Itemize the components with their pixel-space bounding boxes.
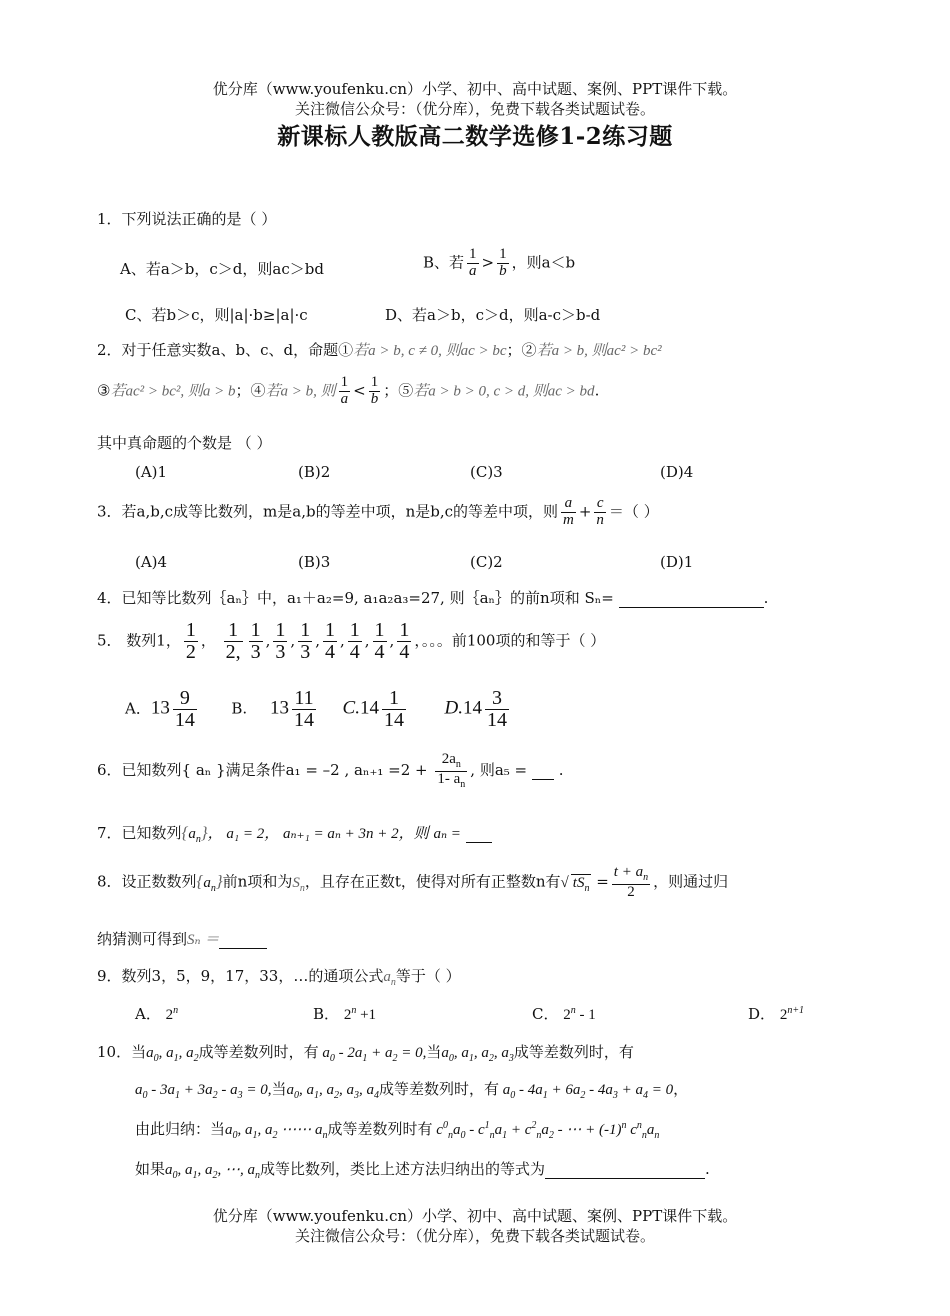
q10-end: . (705, 1160, 710, 1178)
q2-question: 其中真命题的个数是 （ ） (97, 434, 272, 452)
q9-option-b: B． $2^n +1$ (313, 1005, 377, 1023)
q4-text: 4．已知等比数列｛aₙ｝中，a₁＋a₂=9, a₁a₂a₃=27, 则｛aₙ｝的前n项和 Sₙ= (97, 589, 614, 607)
q9-option-a: A． 2$^n$ (135, 1005, 179, 1023)
q10-line2: $a_0 - 3a_1 + 3a_2 - a_3 = 0$,当$a_0$, $a_1$, $a_2$, $a_3$, $a_4$成等差数列时，有 $a_0 - 4a_1 + 6a_2 - 4a_3 + a_4 = 0$， (135, 1080, 689, 1101)
q8-frac: $\frac{t + a_n}{2}$ (613, 864, 649, 900)
q2-prop2-marker: ；② (506, 341, 537, 359)
q3-line: 3．若a,b,c成等比数列，m是a,b的等差中项，n是b,c的等差中项，则 $\frac{a}{m}$ + $\frac{c}{n}$ ＝（ ） (97, 495, 659, 528)
q5-option-d-whole: 14 (463, 697, 483, 719)
q8-line2-sn: Sₙ ＝ (187, 932, 220, 948)
q3-option-a: (A)4 (135, 553, 168, 571)
q5-frac-4: $\frac{1}{3}$ (275, 619, 286, 663)
q5-option-b-whole: 13 (269, 697, 289, 719)
q5-tail: ，。。。前100项的和等于（ ） (414, 631, 606, 650)
q1-frac-1b: $\frac{1}{b}$ (499, 246, 507, 279)
q1-option-b-prefix: B、若 (423, 253, 465, 272)
q2-prop5-marker: ；⑤ (383, 381, 414, 400)
q5-stem: 5． 数列1， (97, 631, 181, 650)
q5-frac-8: $\frac{1}{4}$ (374, 619, 385, 663)
q10-line3-text: 由此归纳：当 (135, 1120, 226, 1138)
q10-line1-text: 10．当 (97, 1043, 147, 1061)
q1-option-a: A、若a＞b，c＞d，则ac＞bd (120, 260, 324, 278)
q2-frac-1b: $\frac{1}{b}$ (370, 374, 379, 407)
q10-line4-text-b: 成等比数列，类比上述方法归纳出的等式为 (260, 1160, 546, 1178)
q9-line: 9．数列3，5，9，17，33，…的通项公式$a_n$等于（ ） (97, 967, 461, 988)
q8-stem: 8．设正数数列 (97, 872, 197, 891)
page-title: 新课标人教版高二数学选修1-2练习题 (277, 123, 673, 150)
q7-mid: ， a₁ = 2， aₙ₊₁ = aₙ + 3n + 2，则 (207, 826, 429, 842)
q5-frac-9: $\frac{1}{4}$ (399, 619, 410, 663)
q2-frac-1a: $\frac{1}{a}$ (340, 374, 349, 407)
q7-answer-blank[interactable] (466, 824, 492, 843)
q5-option-b-label: B. (231, 699, 248, 718)
q6-answer-blank[interactable] (532, 761, 554, 780)
q10-line1: 10．当$a_0$, $a_1$, $a_2$成等差数列时，有 $a_0 - 2a_1 + a_2 = 0$,当$a_0$, $a_1$, $a_2$, $a_3$成等差数列时，有 (97, 1043, 634, 1064)
q7-stem: 7．已知数列 (97, 824, 182, 842)
q2-prop3: 若ac² > bc², 则a > b (110, 383, 236, 400)
q8-mid: 前n项和为 (222, 872, 293, 891)
q2-prop2: 若a > b, 则ac² > bc² (536, 343, 662, 359)
q5-frac-6: $\frac{1}{4}$ (324, 619, 335, 663)
q5-line: 5． 数列1， $\frac{1}{2}$ ， $\frac{1}{2,}$ $\frac{1}{3}$ , $\frac{1}{3}$ , $\frac{1}{3}$ , $\frac{1}{4}$ , $\frac{1}{4}$ , $\frac{1}{4}$ , $\frac{1}{4}$ ，。。。前100项的和等于（ ） (97, 619, 606, 663)
q5-option-d-frac: $\frac{3}{14}$ (487, 687, 508, 731)
q5-frac-2: $\frac{1}{2,}$ (225, 619, 241, 663)
q5-option-d-label: D. (444, 697, 464, 719)
q6-line (97, 752, 563, 790)
q2-option-c: (C)3 (470, 463, 503, 481)
q3-frac-a-m: $\frac{a}{m}$ (563, 495, 574, 528)
q6-frac: $\frac{2a_n}{1- a_n}$ (437, 751, 466, 790)
q5-option-c-frac: $\frac{1}{14}$ (383, 687, 404, 731)
q8-mid2: ，且存在正数t，使得对所有正整数n有 (304, 872, 561, 891)
q2-stem: 2．对于任意实数a、b、c、d，命题① (97, 341, 354, 359)
q2-option-b: (B)2 (298, 463, 331, 481)
q6-stem: 6．已知数列{ aₙ }满足条件a₁ = –2 , aₙ₊₁ =2 + (97, 761, 428, 779)
q5-frac-5: $\frac{1}{3}$ (300, 619, 311, 663)
q5-option-c-label: C. (342, 697, 360, 719)
q10-line4-text: 如果 (135, 1160, 166, 1178)
q4-answer-blank[interactable] (619, 589, 764, 608)
q2-line2: ③若ac² > bc², 则a > b；④若a > b, 则 $\frac{1}{a}$ < $\frac{1}{b}$ ；⑤若a > b > 0, c > d, 则ac > bd. (97, 374, 600, 407)
q10-line1-text-b: 成等差数列时，有 (198, 1043, 319, 1061)
q3-tail: ＝（ ） (608, 502, 659, 521)
q3-frac-c-n: $\frac{c}{n}$ (596, 495, 604, 528)
header-bottom-line1: 优分库（www.youfenku.cn）小学、初中、高中试题、案例、PPT课件下载。 (212, 1207, 738, 1225)
q9-stem: 9．数列3，5，9，17，33，…的通项公式 (97, 967, 384, 985)
q5-option-a-frac: $\frac{9}{14}$ (174, 687, 195, 731)
q3-option-d: (D)1 (660, 553, 694, 571)
q7-tail: aₙ = (433, 826, 461, 842)
q8-answer-blank[interactable] (219, 930, 267, 949)
q5-option-c-whole: 14 (359, 697, 379, 719)
q2-line1 (97, 339, 662, 360)
q5-options (125, 688, 512, 731)
q1-frac-1a: $\frac{1}{a}$ (469, 246, 477, 279)
q8-line2-text: 纳猜测可得到 (97, 930, 188, 948)
q1-option-c: C、若b＞c，则|a|·b≥|a|·c (125, 306, 308, 324)
q9-tail: 等于（ ） (395, 967, 461, 985)
q1-stem: 1．下列说法正确的是（ ） (97, 210, 277, 228)
q2-option-a: (A)1 (135, 463, 168, 481)
q3-stem: 3．若a,b,c成等比数列，m是a,b的等差中项，n是b,c的等差中项，则 (97, 502, 558, 521)
q8-tail: ，则通过归 (653, 872, 729, 891)
q5-frac-7: $\frac{1}{4}$ (349, 619, 360, 663)
q5-option-a-whole: 13 (150, 697, 170, 719)
q2-prop5: 若a > b > 0, c > d, 则ac > bd (413, 383, 595, 400)
q4-line (97, 587, 768, 608)
q2-option-d: (D)4 (660, 463, 694, 481)
q9-option-c: C． 2$^n$ - 1 (532, 1005, 596, 1023)
q6-tail: , 则a₅ = (470, 761, 528, 779)
q5-option-b-frac: $\frac{11}{14}$ (293, 687, 314, 731)
q7-line: 7．已知数列$\{a_n\}$， a₁ = 2， aₙ₊₁ = aₙ + 3n + 2，则 aₙ = (97, 822, 492, 845)
header-bottom-line2: 关注微信公众号：（优分库），免费下载各类试题试卷。 (294, 1227, 655, 1245)
q10-line4: 如果$a_0$, $a_1$, $a_2$, ⋯, $a_n$成等比数列，类比上述方法归纳出的等式为 . (135, 1160, 710, 1181)
q10-line3: 由此归纳：当$a_0$, $a_1$, $a_2$ ⋯⋯ $a_n$成等差数列时有 $c^0_na_0 - c^1_na_1 + c^2_na_2$ - ⋯ + $(-1)^n$ $c^n_na_n$ (135, 1120, 660, 1141)
header-top-line2: 关注微信公众号：（优分库），免费下载各类试题试卷。 (294, 100, 655, 118)
q10-line1-text-c: 成等差数列时，有 (513, 1043, 634, 1061)
q2-prop3-marker: ③ (97, 381, 111, 400)
header-top-line1: 优分库（www.youfenku.cn）小学、初中、高中试题、案例、PPT课件下载。 (212, 80, 738, 98)
q3-option-b: (B)3 (298, 553, 331, 571)
q1-option-d: D、若a＞b，c＞d，则a-c＞b-d (385, 306, 601, 324)
q4-tail: . (763, 589, 769, 607)
q1-option-b: B、若 $\frac{1}{a}$ > $\frac{1}{b}$ ，则a＜b (423, 246, 576, 279)
q10-line3-text-b: 成等差数列时有 (327, 1120, 433, 1138)
q1-option-b-suffix: ，则a＜b (511, 253, 576, 272)
q10-answer-blank[interactable] (545, 1160, 705, 1179)
q8-line1: 8．设正数数列$\{a_n\}$前n项和为$S_n$，且存在正数t，使得对所有正整数n有√ $tS_n$ = $\frac{t + a_n}{2}$ ，则通过归 (97, 864, 729, 900)
q2-prop4: 若a > b, 则 (265, 383, 336, 400)
q8-line2 (97, 928, 267, 949)
q5-frac-1: $\frac{1}{2}$ (185, 619, 196, 663)
q5-option-a-label: A． (125, 699, 151, 718)
q2-prop1: 若a > b, c ≠ 0, 则ac > bc (353, 343, 507, 359)
q10-line2-text: 成等差数列时，有 (379, 1080, 500, 1098)
q9-option-d: D． $2^{n+1}$ (748, 1005, 805, 1023)
q2-prop4-marker: ；④ (235, 381, 266, 400)
q5-frac-3: $\frac{1}{3}$ (250, 619, 261, 663)
q3-option-c: (C)2 (470, 553, 503, 571)
q6-end: . (558, 761, 564, 779)
